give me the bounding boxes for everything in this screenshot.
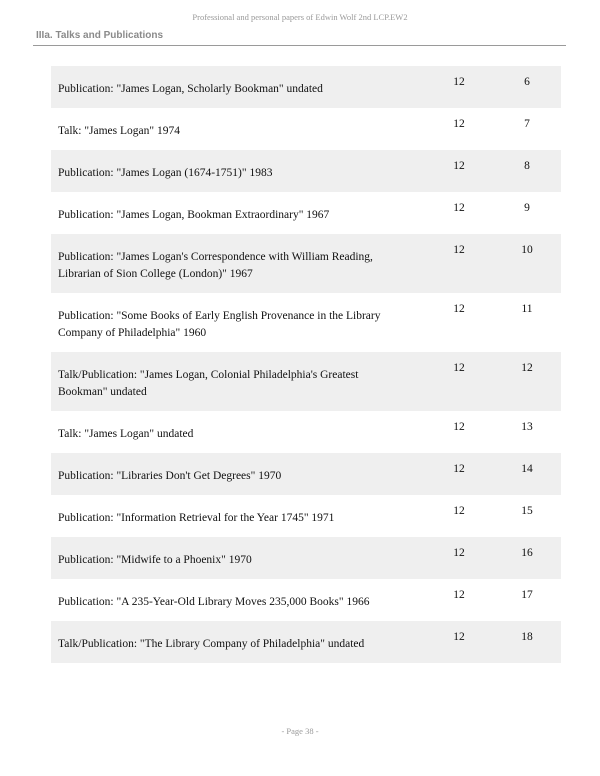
folder-number: 7 — [524, 118, 530, 130]
item-description: Publication: "James Logan's Correspondence with William Reading, Librarian of Sion College (London)" 1967 — [58, 251, 373, 280]
list-item — [51, 453, 561, 495]
box-number: 12 — [453, 118, 465, 130]
box-number: 12 — [453, 631, 465, 643]
list-item — [51, 495, 561, 537]
folder-number: 15 — [521, 505, 533, 517]
item-description: Publication: "Information Retrieval for the Year 1745" 1971 — [58, 512, 335, 524]
box-number: 12 — [453, 303, 465, 315]
folder-number: 6 — [524, 76, 530, 88]
item-description: Publication: "James Logan, Scholarly Bookman" undated — [58, 83, 323, 95]
item-description: Publication: "Some Books of Early English Provenance in the Library Company of Philadelphia" 1960 — [58, 310, 381, 339]
box-number: 12 — [453, 362, 465, 374]
list-item — [51, 293, 561, 352]
item-description: Talk: "James Logan" undated — [58, 428, 194, 440]
list-item — [51, 621, 561, 663]
list-item — [51, 192, 561, 234]
list-item — [51, 537, 561, 579]
item-description: Publication: "James Logan (1674-1751)" 1983 — [58, 167, 273, 179]
folder-number: 8 — [524, 160, 530, 172]
box-number: 12 — [453, 589, 465, 601]
folder-number: 13 — [521, 421, 533, 433]
section-title: IIIa. Talks and Publications — [36, 30, 164, 41]
page-header: Professional and personal papers of Edwin Wolf 2nd LCP.EW2 — [192, 12, 408, 22]
folder-number: 16 — [521, 547, 533, 559]
list-item — [51, 150, 561, 192]
item-description: Publication: "Libraries Don't Get Degrees" 1970 — [58, 470, 282, 482]
page-number: - Page 38 - — [281, 726, 319, 736]
item-description: Publication: "Midwife to a Phoenix" 1970 — [58, 554, 252, 566]
box-number: 12 — [453, 160, 465, 172]
folder-number: 17 — [521, 589, 533, 601]
folder-number: 14 — [521, 463, 533, 475]
item-description: Publication: "James Logan, Bookman Extraordinary" 1967 — [58, 209, 330, 221]
list-item — [51, 234, 561, 293]
list-item — [51, 66, 561, 108]
item-description: Publication: "A 235-Year-Old Library Moves 235,000 Books" 1966 — [58, 596, 370, 608]
list-item — [51, 352, 561, 411]
item-description: Talk/Publication: "James Logan, Colonial Philadelphia's Greatest Bookman" undated — [58, 369, 359, 398]
box-number: 12 — [453, 421, 465, 433]
item-description: Talk/Publication: "The Library Company of Philadelphia" undated — [58, 638, 365, 650]
box-number: 12 — [453, 244, 465, 256]
item-description: Talk: "James Logan" 1974 — [58, 125, 180, 137]
folder-number: 12 — [521, 362, 533, 374]
section-divider — [33, 45, 566, 46]
box-number: 12 — [453, 202, 465, 214]
list-item — [51, 411, 561, 453]
list-item — [51, 579, 561, 621]
folder-number: 11 — [521, 303, 533, 315]
folder-number: 10 — [521, 244, 533, 256]
folder-number: 9 — [524, 202, 530, 214]
container-list — [51, 66, 561, 663]
box-number: 12 — [453, 463, 465, 475]
box-number: 12 — [453, 76, 465, 88]
box-number: 12 — [453, 547, 465, 559]
folder-number: 18 — [521, 631, 533, 643]
box-number: 12 — [453, 505, 465, 517]
list-item — [51, 108, 561, 150]
